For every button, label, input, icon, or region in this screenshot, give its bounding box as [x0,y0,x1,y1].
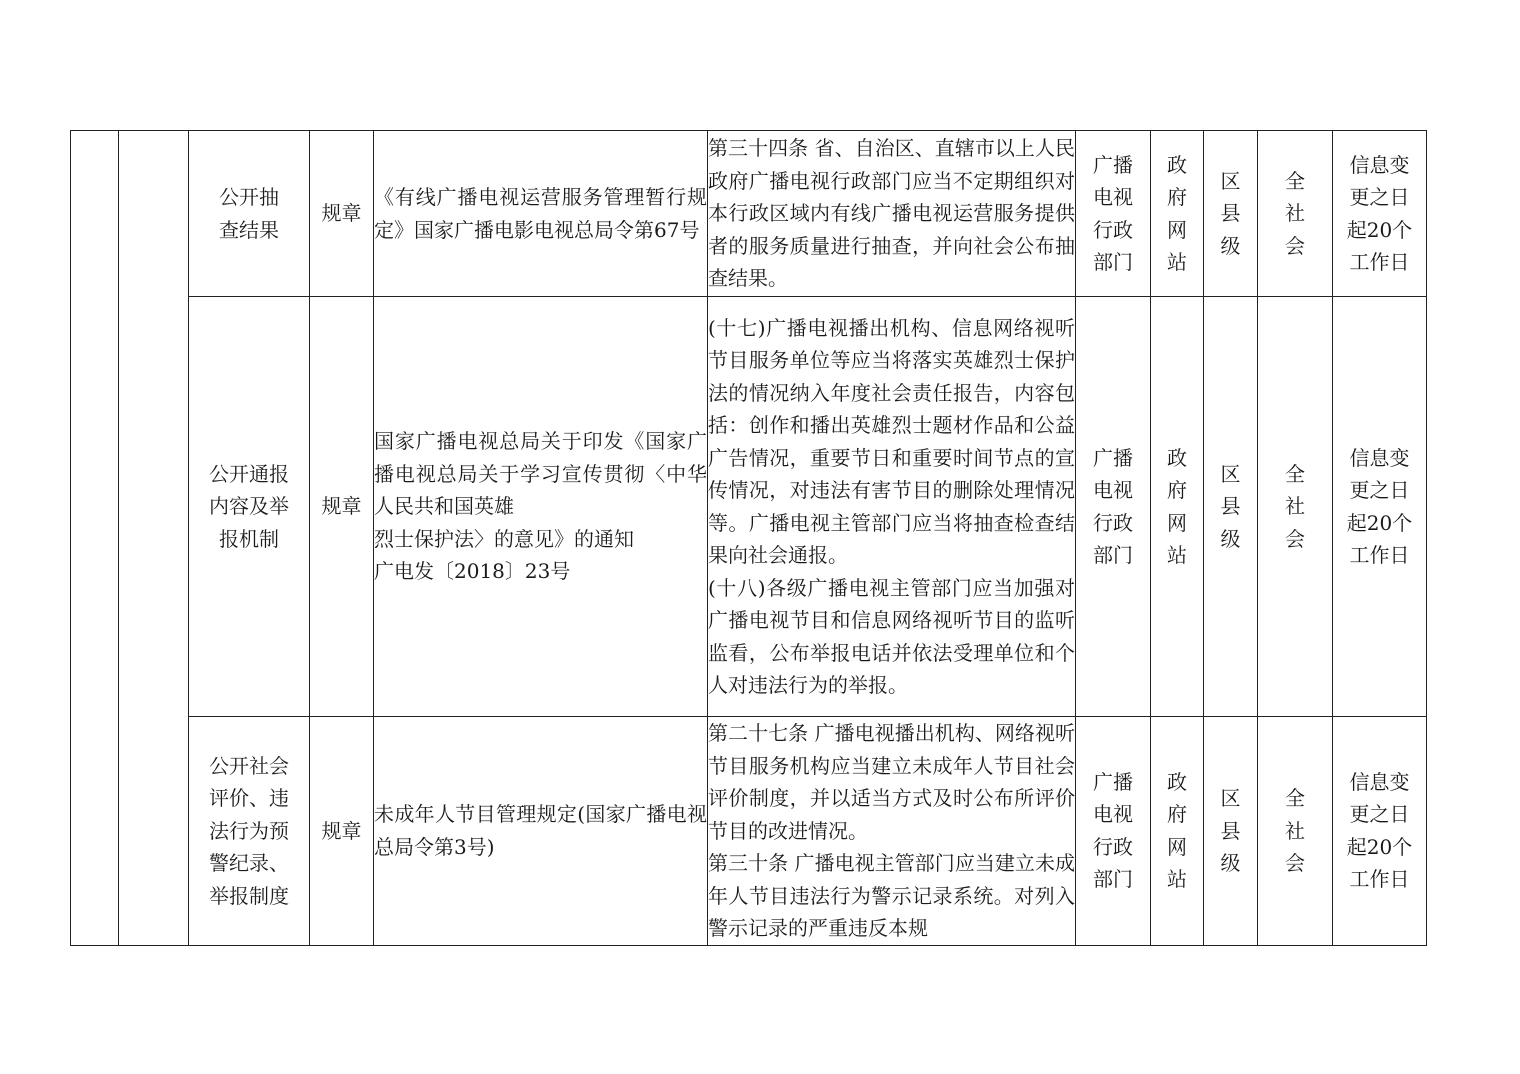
subject-cell: 广播 电视 行政 部门 [1076,717,1151,946]
category-cell-1 [71,131,119,946]
item-cell: 公开抽 查结果 [189,131,310,297]
channel-cell: 政 府 网 站 [1151,131,1204,297]
law-cell: 未成年人节目管理规定(国家广播电视总局令第3号) [374,717,708,946]
audience-cell: 全 社 会 [1258,717,1333,946]
channel-cell: 政 府 网 站 [1151,717,1204,946]
level-cell: 区 县 级 [1204,297,1258,717]
deadline-cell: 信息变 更之日 起20个 工作日 [1333,297,1427,717]
disclosure-table [70,130,1427,946]
item-cell: 公开通报 内容及举 报机制 [189,297,310,717]
subject-cell: 广播 电视 行政 部门 [1076,131,1151,297]
type-cell: 规章 [310,131,374,297]
basis-cell: 第三十四条 省、自治区、直辖市以上人民政府广播电视行政部门应当不定期组织对本行政区域内有线广播电视运营服务提供者的服务质量进行抽查，并向社会公布抽查结果。 [708,131,1076,297]
table-row [71,297,1427,717]
channel-cell: 政 府 网 站 [1151,297,1204,717]
subject-cell: 广播 电视 行政 部门 [1076,297,1151,717]
level-cell: 区 县 级 [1204,131,1258,297]
level-cell: 区 县 级 [1204,717,1258,946]
type-cell: 规章 [310,717,374,946]
item-cell: 公开社会 评价、违 法行为预 警纪录、 举报制度 [189,717,310,946]
category-cell-2 [119,131,189,946]
deadline-cell: 信息变 更之日 起20个 工作日 [1333,131,1427,297]
law-cell: 《有线广播电视运营服务管理暂行规定》国家广播电影电视总局令第67号 [374,131,708,297]
audience-cell: 全 社 会 [1258,297,1333,717]
table-row [71,131,1427,297]
audience-cell: 全 社 会 [1258,131,1333,297]
basis-cell: 第二十七条 广播电视播出机构、网络视听节目服务机构应当建立未成年人节目社会评价制度，并以适当方式及时公布所评价节目的改进情况。 第三十条 广播电视主管部门应当建立未成年人节目违法行为警示记录系统。对列入警示记录的严重违反本规 [708,717,1076,946]
basis-cell: (十七)广播电视播出机构、信息网络视听节目服务单位等应当将落实英雄烈士保护法的情况纳入年度社会责任报告，内容包括：创作和播出英雄烈士题材作品和公益广告情况，重要节日和重要时间节点的宣传情况，对违法有害节目的删除处理情况等。广播电视主管部门应当将抽查检查结果向社会通报。 (十八)各级广播电视主管部门应当加强对广播电视节目和信息网络视听节目的监听监看，公布举报电话并依法受理单位和个人对违法行为的举报。 [708,297,1076,717]
type-cell: 规章 [310,297,374,717]
law-cell: 国家广播电视总局关于印发《国家广播电视总局关于学习宣传贯彻〈中华人民共和国英雄 烈士保护法〉的意见》的通知 广电发〔2018〕23号 [374,297,708,717]
deadline-cell: 信息变 更之日 起20个 工作日 [1333,717,1427,946]
table-row [71,717,1427,946]
